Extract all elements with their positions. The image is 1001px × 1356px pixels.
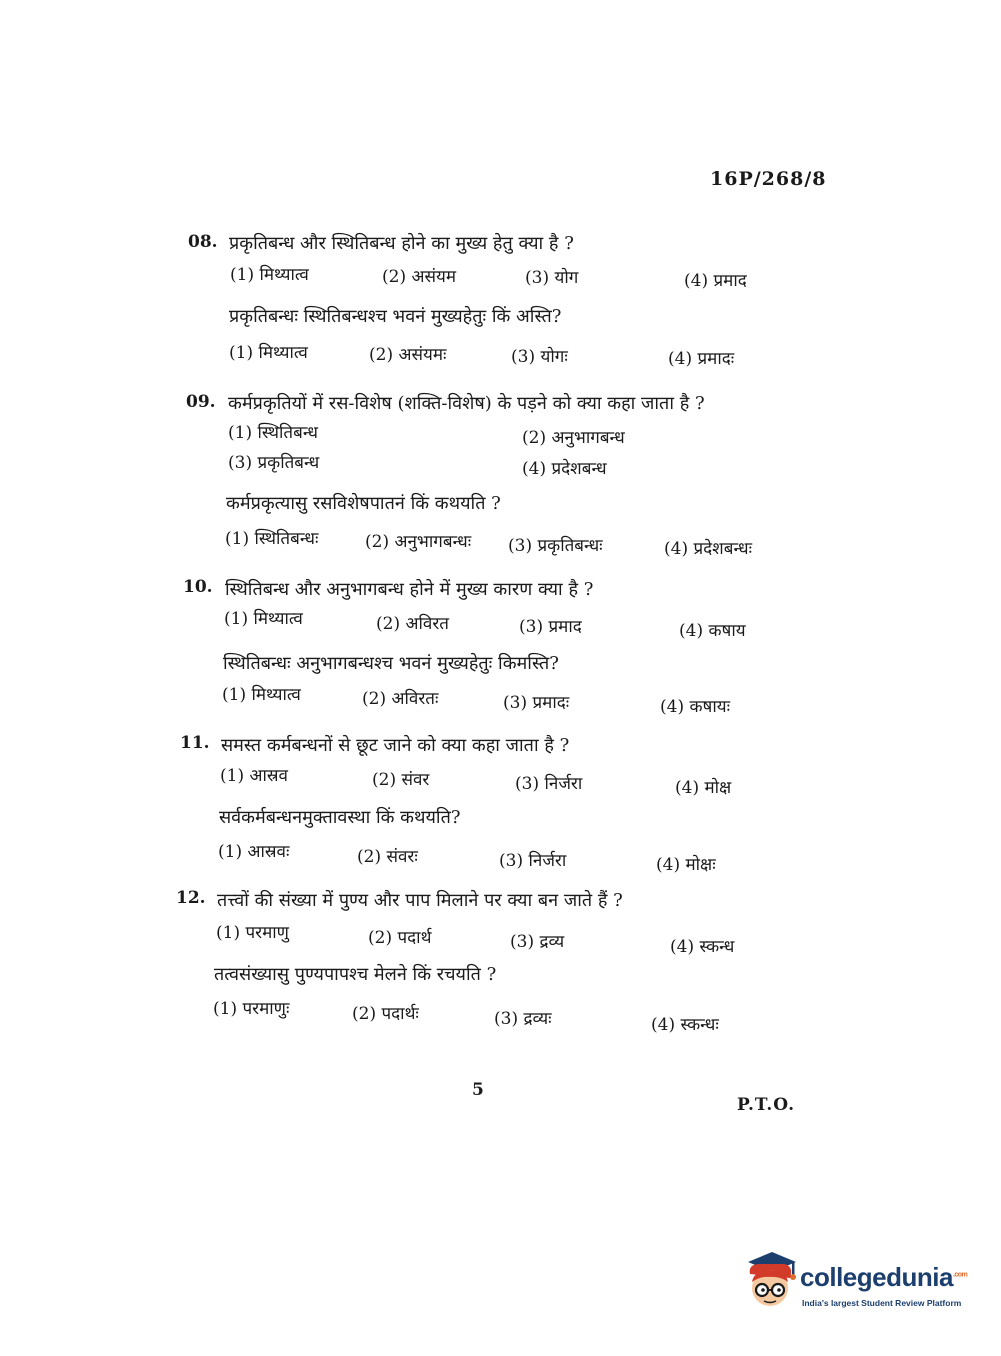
question-text-sanskrit: कर्मप्रकृत्यासु रसविशेषपातनं किं कथयति ?	[226, 493, 501, 514]
option: (3) द्रव्यः	[494, 1009, 552, 1029]
question-number: 09.	[186, 392, 216, 412]
option: (2) पदार्थः	[352, 1004, 419, 1024]
option: (3) निर्जरा	[499, 851, 567, 871]
option: (4) मोक्षः	[656, 855, 716, 875]
brand-name: collegedunia$^{.com}$	[800, 1262, 968, 1292]
question-text-hindi: कर्मप्रकृतियों में रस-विशेष (शक्ति-विशेष) के पड़ने को क्या कहा जाता है ?	[228, 393, 705, 414]
option: (2) संवर	[372, 770, 430, 790]
option: (4) प्रदेशबन्धः	[664, 539, 753, 559]
option: (4) प्रदेशबन्ध	[522, 459, 607, 479]
question-text-sanskrit: सर्वकर्मबन्धनमुक्तावस्था किं कथयति?	[219, 807, 461, 828]
option: (4) स्कन्ध	[670, 937, 735, 957]
option: (4) मोक्ष	[675, 778, 732, 798]
option: (1) परमाणुः	[213, 999, 290, 1019]
question-number: 08.	[188, 232, 218, 252]
option: (1) स्थितिबन्धः	[225, 529, 319, 549]
option: (4) कषायः	[660, 697, 731, 717]
option: (4) स्कन्धः	[651, 1015, 719, 1035]
collegedunia-logo	[742, 1248, 972, 1318]
pto-label: P.T.O.	[737, 1095, 795, 1115]
mascot-icon	[742, 1248, 800, 1314]
option: (2) अनुभागबन्धः	[365, 532, 472, 552]
question-text-sanskrit: प्रकृतिबन्धः स्थितिबन्धश्च भवनं मुख्यहेतुः किं अस्ति?	[229, 306, 562, 327]
question-number: 12.	[176, 888, 206, 908]
option: (2) असंयमः	[369, 345, 447, 365]
option: (3) प्रकृतिबन्ध	[228, 453, 320, 473]
page-number: 5	[472, 1080, 484, 1100]
option: (3) प्रमाद	[519, 617, 582, 637]
question-text-sanskrit: स्थितिबन्धः अनुभागबन्धश्च भवनं मुख्यहेतुः किमस्ति?	[223, 653, 559, 674]
option: (1) मिथ्यात्व	[229, 343, 308, 363]
question-text-hindi: तत्त्वों की संख्या में पुण्य और पाप मिलाने पर क्या बन जाते हैं ?	[217, 890, 623, 911]
question-text-hindi: प्रकृतिबन्ध और स्थितिबन्ध होने का मुख्य हेतु क्या है ?	[229, 233, 574, 254]
option: (1) स्थितिबन्ध	[228, 423, 318, 443]
question-text-sanskrit: तत्वसंख्यासु पुण्यपापश्च मेलने किं रचयति ?	[214, 964, 497, 985]
option: (2) अविरत	[376, 614, 449, 634]
option: (3) योग	[525, 268, 579, 288]
option: (3) योगः	[511, 347, 568, 367]
option: (1) मिथ्यात्व	[222, 685, 301, 705]
option: (4) प्रमादः	[668, 349, 735, 369]
option: (3) प्रकृतिबन्धः	[508, 536, 603, 556]
option: (3) प्रमादः	[503, 693, 570, 713]
question-text-hindi: समस्त कर्मबन्धनों से छूट जाने को क्या कहा जाता है ?	[221, 735, 570, 756]
option: (2) अविरतः	[362, 689, 439, 709]
option: (1) मिथ्यात्व	[230, 265, 309, 285]
question-number: 11.	[180, 733, 210, 753]
option: (3) निर्जरा	[515, 774, 583, 794]
option: (4) कषाय	[679, 621, 746, 641]
option: (3) द्रव्य	[510, 932, 565, 952]
option: (1) आस्रव	[220, 766, 288, 786]
option: (4) प्रमाद	[684, 271, 747, 291]
option: (2) पदार्थ	[368, 928, 432, 948]
option: (1) आस्रवः	[218, 842, 290, 862]
question-text-hindi: स्थितिबन्ध और अनुभागबन्ध होने में मुख्य कारण क्या है ?	[225, 579, 594, 600]
paper-code: 16P/268/8	[710, 168, 827, 190]
question-number: 10.	[183, 577, 213, 597]
option: (2) संवरः	[357, 847, 418, 867]
option: (1) परमाणु	[216, 923, 289, 943]
option: (1) मिथ्यात्व	[224, 609, 303, 629]
option: (2) असंयम	[382, 267, 456, 287]
option: (2) अनुभागबन्ध	[522, 428, 625, 448]
brand-tagline: India's largest Student Review Platform	[802, 1298, 962, 1308]
